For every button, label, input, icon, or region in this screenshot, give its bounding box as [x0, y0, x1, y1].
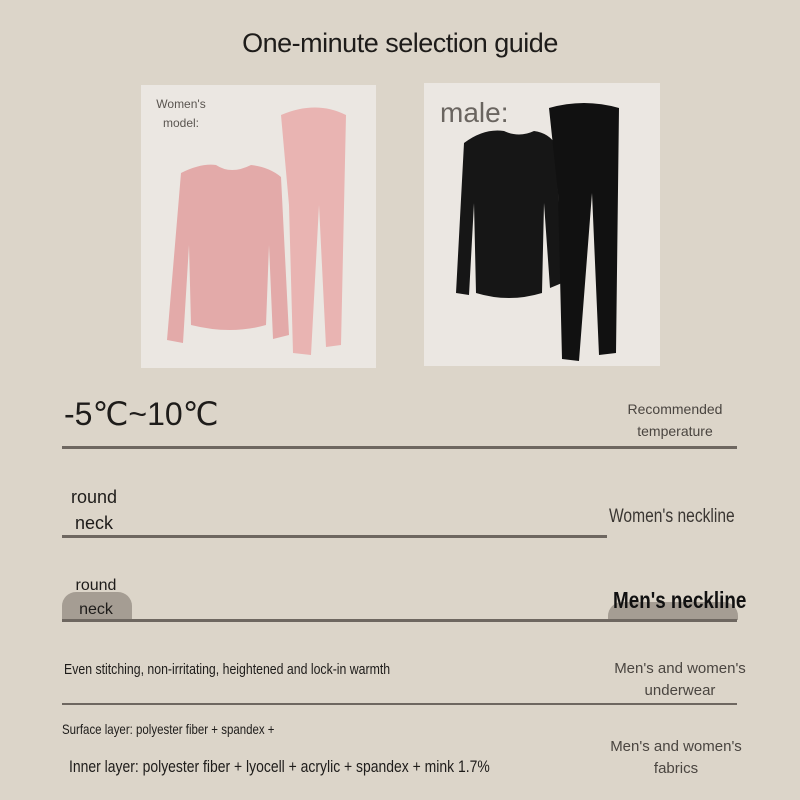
women-neck-type: round neck: [70, 487, 118, 533]
divider: [62, 535, 607, 538]
divider: [62, 703, 737, 705]
women-thermal-set-image: [141, 85, 376, 368]
men-thermal-set-image: [424, 83, 660, 366]
men-model-label: male:: [440, 97, 509, 128]
underwear-label: Men's and women's underwear: [614, 660, 746, 699]
fabrics-label: Men's and women's fabrics: [610, 738, 742, 777]
divider: [62, 446, 737, 449]
inner-layer-text: Inner layer: polyester fiber + lyocell + acrylic + spandex + mink 1.7%: [69, 757, 490, 776]
divider: [62, 619, 737, 622]
surface-layer-text: Surface layer: polyester fiber + spandex +: [62, 721, 275, 737]
features-text: Even stitching, non-irritating, heightened and lock-in warmth: [64, 661, 391, 678]
temperature-range: -5℃~10℃: [64, 396, 219, 432]
women-neckline-label: Women's neckline: [609, 506, 735, 527]
men-neckline-label: Men's neckline: [613, 587, 747, 613]
recommended-temperature-label: Recommended temperature: [627, 401, 723, 439]
women-product-card: [141, 85, 376, 368]
page-title: One-minute selection guide: [242, 28, 558, 58]
men-product-card: [424, 83, 660, 366]
women-model-label: Women's model:: [156, 97, 206, 130]
men-neck-type: round neck: [75, 577, 117, 618]
